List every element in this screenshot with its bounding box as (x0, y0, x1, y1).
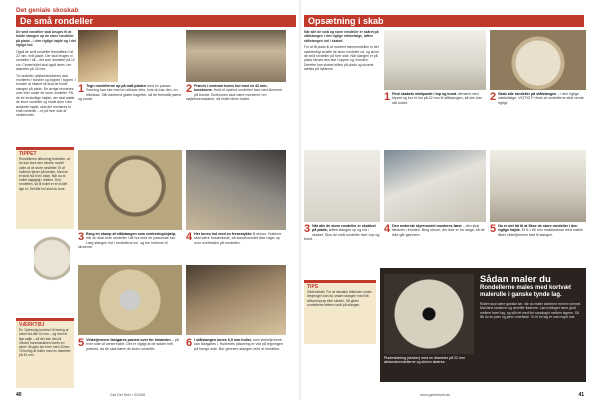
painting-body: Rullen skal være ganske tør, når du maler kanterne med en pensel. Mal først kanterne og derefter fladerne. Lad malingen tørre godt mellem hvert lag, og slib let med fint sandpapir mellem lagene. Så får du en pæn og jævn overflade. To til tre lag er som regel nok. (480, 302, 582, 320)
caption-1 (78, 84, 182, 124)
left-section-banner: De små rondeller (16, 15, 296, 27)
right-caption-5-text: Et 6 x 80 mm maskinskrue med møtrik låser vinkeljernene fast til stangen. (498, 228, 583, 237)
caption-6-number: 6 (186, 338, 193, 349)
right-caption-4 (384, 224, 486, 254)
painting-text (480, 274, 582, 378)
tip-box-2 (16, 318, 74, 388)
right-intro-lead: Når alle de små og store rondeller er skåret på stålstangen i den rigtige rækkefølge, løftes stålstangen ind i skabet. (304, 30, 379, 43)
right-caption-1-number: 1 (384, 92, 391, 103)
painting-subtitle: Rondellerne males med kortvæt malerulle i ganske tynde lag. (480, 285, 572, 298)
right-caption-3-number: 3 (304, 224, 311, 235)
tip-box-1 (16, 147, 74, 229)
caption-2-text: Hold et spænd rondellen fast med klemmer på bordet. Borkronen skal være monteret i en søjleboremaskine, så hullet bliver lodret. (186, 88, 283, 102)
photo-4-countersink (186, 150, 286, 230)
right-section-banner: Opsætning i skab (304, 15, 584, 27)
photo-5-angle-brackets (78, 265, 182, 335)
photo-3-centering (78, 150, 182, 230)
right-caption-2-number: 2 (490, 92, 497, 103)
left-footer: Gør Det Selv • 3/2008 (110, 393, 146, 397)
caption-4-lead: Her bores hul med en fresestykke (194, 232, 252, 236)
right-caption-1-text: Afmærk med blyant og bor et hul på 42 mm til stålstangen, så den kan stå lodret. (392, 92, 483, 105)
right-caption-1-lead: Find skabets midtpunkt i top og bund. (392, 92, 458, 96)
caption-3-number: 3 (78, 232, 85, 243)
right-caption-4-number: 4 (384, 224, 391, 235)
caption-5-text: – på hver side af centerhullet. Det er vigtigt at de sidder helt præcist, da de skal bære de store rondeller. (86, 338, 179, 351)
right-intro-column (304, 30, 380, 140)
photo-2-drill-press (186, 30, 286, 82)
right-caption-2-lead: Skab alle rondeller på stålstangen (498, 92, 557, 96)
right-caption-4-text: – den skal fæstnes i bunden. Brug skruer, der ikke er for lange, så de ikke går igennem. (392, 224, 485, 237)
right-photo-1-marking (384, 30, 486, 90)
tip-box-2-title: VÆRKTØJ (19, 322, 45, 328)
right-intro-body: For at få plads til at montere bærerondellen er det nødvendigt at løfte de store rondeller ud, og skrue de små rondeller på hver side. Når stangen er på plads skrues den fast i toppen og i bunden. Derefter kan skabet stilles på plads og skoene sættes på hylderne. (304, 45, 380, 72)
right-photo-4-screwing (384, 150, 486, 222)
right-caption-1 (384, 92, 486, 116)
caption-2-number: 2 (186, 84, 193, 95)
right-caption-5 (490, 224, 586, 254)
right-caption-5-lead: Nu er det tid til at fikse de store rondeller i den rigtige højde. (498, 224, 578, 233)
caption-5-number: 5 (78, 338, 85, 349)
caption-2-lead: Præcis i centrum bores hul med en 42 mm-borekrone. (194, 84, 268, 93)
right-caption-3-lead: Når alle de store rondeller er skubbet på plads, (312, 224, 376, 233)
right-caption-3-text: løftes stangen op og ind i skabet. Skru de små rondeller fast i top og bund. (304, 228, 380, 242)
caption-3 (78, 232, 182, 260)
photo-1-jigsaw (78, 30, 118, 82)
left-intro-lead: De små rondeller skal bruges til at holde stangen op de store rondeller på plads – i den rigtige højde og i det rigtige lod. (16, 30, 76, 48)
right-photo-3-lifting (304, 150, 380, 222)
left-intro-column (16, 30, 76, 150)
right-footer: www.gørdetselv.dk (420, 393, 450, 397)
right-page-number: 41 (578, 392, 584, 398)
tip-box-2-body: En 'Udvendig borebor' til boring af cirkel hul-lille 42 mm – og med et lige søjle – så der kan det på mindre boremaskinen bores en skive. Bruges bor frem med 20mm. Til boring af huller med en diameter på 42 mm. (19, 328, 71, 358)
right-caption-2-text: – i den rigtige rækkefølge. VIGTIGT! Husk at rondellerne skal vende rigtigt. (498, 92, 584, 105)
caption-4-number: 4 (186, 232, 193, 243)
caption-4 (186, 232, 286, 260)
caption-3-lead: Brug en stump af stålstangen som centreringshjælp, (86, 232, 177, 236)
caption-5 (78, 338, 182, 382)
caption-2 (186, 84, 286, 124)
right-caption-4-lead: Den nederste styrerondel monteres først (392, 224, 462, 228)
painting-photo-caption: Pladeskæring (skaber) med en diameter på 22 mm afstandsrondellerne og skiven skæres. (384, 356, 466, 365)
photo-6-steel-rod (186, 265, 286, 335)
left-page-number: 40 (16, 392, 22, 398)
caption-6 (186, 338, 286, 382)
painting-box (380, 268, 586, 382)
right-tip-body: Glidemiddel. For at mindske friktionen under drejningen kan du smøre stangen med lidt silikonespray eller stearin. Så glider rondellerne lettere rundt på stangen. (307, 290, 372, 307)
right-photo-2-assembly (490, 30, 586, 90)
tip-box-1-title: TIPPET (19, 151, 37, 157)
left-intro-body: Også de små rondeller fremstilles ri af 22 mm. mdf-plade. Der skal bruges ni rondeller i alt – det som diameter på 12 cm. Centerhullet skal også laves i en diameter på 42 mm. (16, 49, 75, 72)
right-caption-5-number: 5 (490, 224, 497, 235)
right-caption-2 (490, 92, 586, 116)
painting-title: Sådan maler du (480, 274, 551, 285)
caption-5-lead: Vinkeljernene fastgøres parvist over for hinanden (86, 338, 171, 342)
right-tip-title: TIPS (307, 284, 319, 290)
caption-6-text: som vinkeljernene kan fastgøres i. Hullernes placering er vist på tegningen på forrige side. Bor gennem stangen med et metalbor. (194, 338, 283, 351)
caption-1-lead: Tegn rondellerne op på mdf-pladen (86, 84, 146, 88)
right-caption-3 (304, 224, 380, 254)
caption-4-text: til skruer. Hullerne skal være forsænkede, så skruehovedet ikke rager op over overfladen på rondellen. (194, 232, 282, 245)
painting-photo (384, 274, 474, 354)
right-photo-5-fixing (490, 150, 586, 222)
section-kicker: Det geniale skoskab (16, 7, 79, 14)
left-intro-body-2: To rondeller (afstandsholdere) skal monteres i bunden og toppen i toppen. I bunden af skabet så skal de holde stangen på plads. De øvrige monteres over eller under de store rondeller. På de tre forskellige højder, der skal støtte de store rondeller og holde dem i den ønskede højde, skal der monteres to små rondeller – et på hver side af centerhullet. (16, 73, 76, 118)
holesaw-photo (34, 236, 70, 292)
caption-6-lead: I stålstangen bores 6,5 mm huller, (194, 338, 252, 342)
right-tip-box (304, 280, 376, 344)
right-page (300, 0, 600, 400)
tip-box-1-body: Rondellerne afforming fortsetter, at du kan bore den mindre rondel uden at de store rondeller. Et af hullerne tjener på kanten. Med en et skrå hul til en akse. Når du at hullet nøjagtigt i midten. Drej rondellen, så til hullet er en hullet lige et. Det lille hul skal du bore. (19, 157, 70, 191)
caption-3-text: når du skal bore rondeller i dit hul med en passende bor. Læg stangen ind i rondellens hul, og bor hullerne til skruerne. (78, 236, 176, 250)
caption-1-text: med en passer. Savning kan ske med en stiksav eller, hvis du har den, en båndsav. Slib kanterne glatte bagefter, så de fremstår pæne og runde. (78, 84, 182, 102)
caption-1-number: 1 (78, 84, 85, 95)
